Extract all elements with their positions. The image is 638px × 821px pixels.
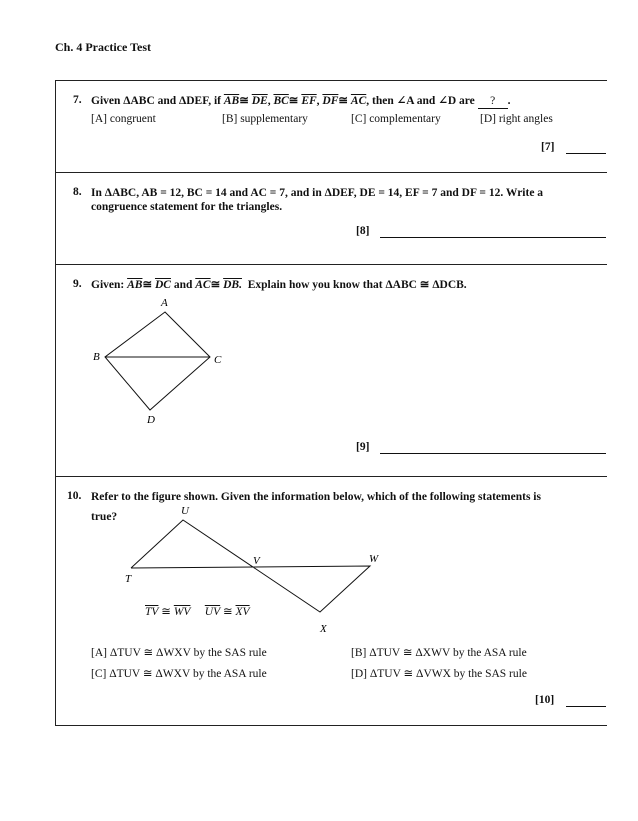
q9-answer-line[interactable] xyxy=(380,453,606,454)
q10-answer-line[interactable] xyxy=(566,706,606,707)
q10-label-t: T xyxy=(125,573,132,585)
q9-label-b: B xyxy=(93,351,100,363)
q10-cong-symbol: ≅ xyxy=(161,606,171,618)
q7-seg-bc: $\overline{BC}$ xyxy=(273,95,289,107)
question-9-text xyxy=(91,278,467,292)
q7-seg-ab: $\overline{AB}$ xyxy=(223,95,240,107)
q10-cong-symbol: ≅ xyxy=(223,606,233,618)
q9-cong-symbol: ≅ xyxy=(210,279,221,291)
q10-seg-tv: $\overline{TV}$ xyxy=(145,606,159,618)
q9-label-d: D xyxy=(147,414,155,426)
q9-seg-ac: $\overline{AC}$ xyxy=(195,279,211,291)
q9-and: and xyxy=(173,279,193,291)
q9-cong-symbol: ≅ xyxy=(142,279,153,291)
q9-label-a: A xyxy=(161,297,168,309)
question-10-line1: Refer to the figure shown. Given the information below, which of the following statements is xyxy=(91,491,541,503)
q10-label-v: V xyxy=(253,555,260,567)
q10-seg-uv: $\overline{UV}$ xyxy=(204,606,221,618)
q9-quadrilateral xyxy=(105,312,210,410)
q10-givens xyxy=(145,604,250,618)
q7-choice-b: [B] supplementary xyxy=(222,113,308,125)
q10-answer-tag: [10] xyxy=(535,694,555,706)
question-8-line2: congruence statement for the triangles. xyxy=(91,201,283,213)
q10-choice-c: [C] ΔTUV ≅ ΔWXV by the ASA rule xyxy=(91,668,267,680)
q7-choice-a: [A] congruent xyxy=(91,113,156,125)
q9-answer-tag: [9] xyxy=(356,441,370,453)
q10-choice-d: [D] ΔTUV ≅ ΔVWX by the SAS rule xyxy=(351,668,527,680)
q9-text-a: Given: xyxy=(91,279,125,291)
q10-label-u: U xyxy=(181,505,189,517)
q10-figure xyxy=(115,500,395,640)
q7-cong-symbol: ≅ xyxy=(338,95,349,107)
question-9-number: 9. xyxy=(73,278,82,290)
q9-text-b: Explain how you know that ΔABC ≅ ΔDCB. xyxy=(247,279,467,291)
q9-seg-ab: $\overline{AB}$ xyxy=(127,279,143,291)
q10-choice-b: [B] ΔTUV ≅ ΔXWV by the ASA rule xyxy=(351,647,527,659)
q9-seg-db: DB. xyxy=(223,279,242,291)
q10-seg-xv: $\overline{XV}$ xyxy=(235,606,250,618)
q7-text-a: Given ΔABC and ΔDEF, if xyxy=(91,95,221,107)
question-8-line1: In ΔABC, AB = 12, BC = 14 and AC = 7, and in ΔDEF, DE = 14, EF = 7 and DF = 12. Write a xyxy=(91,187,544,199)
section-divider xyxy=(55,725,607,726)
q10-seg-wv: $\overline{WV}$ xyxy=(173,606,191,618)
q7-text-b: , then ∠A and ∠D are xyxy=(366,95,475,107)
question-7-text: Given ΔABC and ΔDEF, if $\overline{AB}≅$ $\overline{DE}$, $\overline{BC}≅$ $\overline{EF}$, $\overline{DF}≅$ $\overline{AC}$, then ∠A and ∠D are ? . xyxy=(91,95,511,107)
section-divider xyxy=(55,80,607,81)
question-10-line2: true? xyxy=(91,511,118,523)
page-title: Ch. 4 Practice Test xyxy=(55,40,151,54)
q9-label-c: C xyxy=(214,354,222,366)
question-8-number: 8. xyxy=(73,186,82,198)
q7-choice-d: [D] right angles xyxy=(480,113,553,125)
q7-seg-ac: $\overline{AC}$ xyxy=(350,95,367,107)
q9-seg-dc: $\overline{DC}$ xyxy=(154,279,171,291)
q7-seg-df: $\overline{DF}$ xyxy=(322,95,339,107)
q7-comma: , xyxy=(316,95,320,107)
section-divider xyxy=(55,476,607,477)
q7-cong-symbol: ≅ xyxy=(239,95,249,107)
q7-seg-de: $\overline{DE}$ xyxy=(251,95,268,107)
q10-triangles xyxy=(131,520,370,612)
question-10-number: 10. xyxy=(67,490,82,502)
question-7-number: 7. xyxy=(73,94,82,106)
left-border xyxy=(55,80,56,725)
q10-label-x: X xyxy=(320,623,327,635)
q7-seg-ef: $\overline{EF}$ xyxy=(301,95,317,107)
q7-answer-blank: ? xyxy=(478,94,508,109)
section-divider xyxy=(55,172,607,173)
q7-answer-tag: [7] xyxy=(541,141,555,153)
q9-rhombus-figure xyxy=(85,292,245,432)
q7-cong-symbol: ≅ xyxy=(288,95,299,107)
q8-answer-tag: [8] xyxy=(356,225,370,237)
q10-label-w: W xyxy=(369,553,379,565)
q10-choice-a: [A] ΔTUV ≅ ΔWXV by the SAS rule xyxy=(91,647,267,659)
q7-answer-line[interactable] xyxy=(566,153,606,154)
section-divider xyxy=(55,264,607,265)
q7-comma: , xyxy=(267,95,271,107)
q8-answer-line[interactable] xyxy=(380,237,606,238)
q7-choice-c: [C] complementary xyxy=(351,113,441,125)
